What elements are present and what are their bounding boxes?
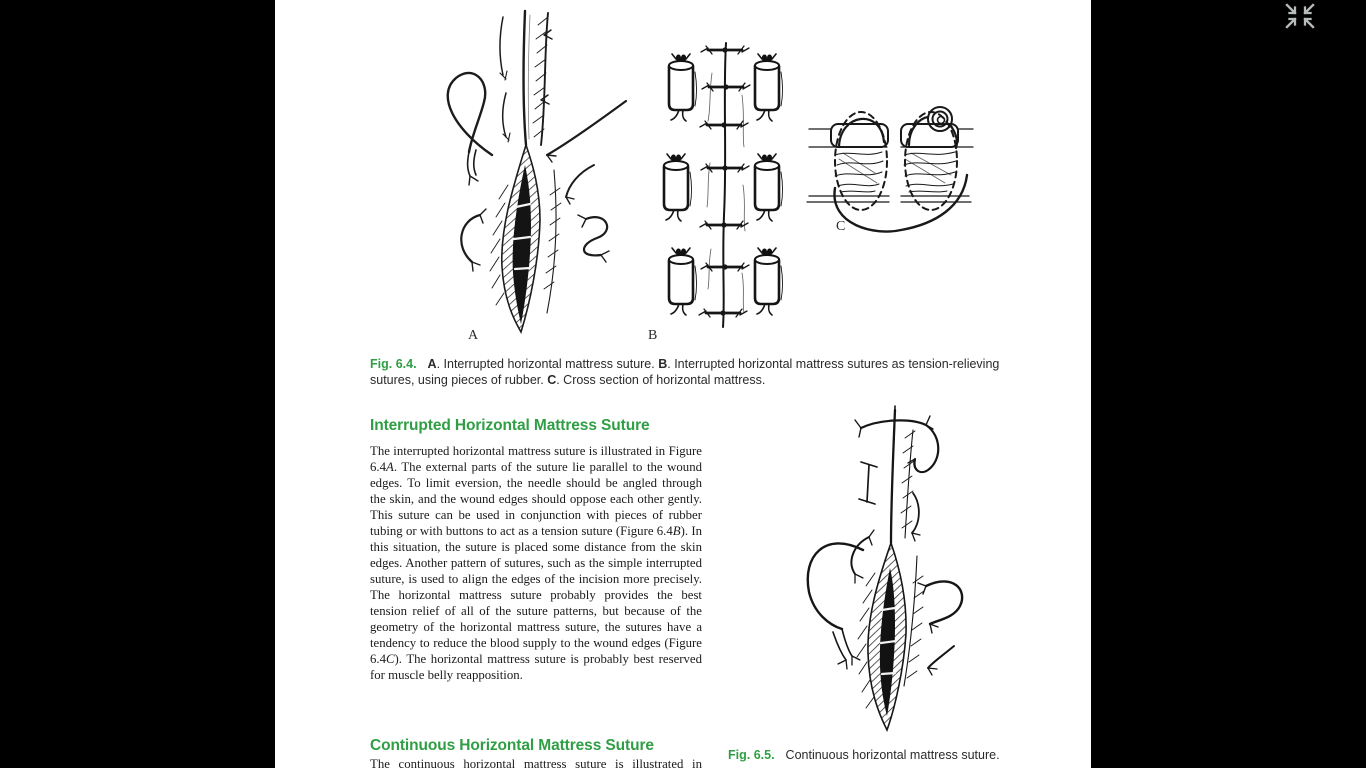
figure-6-5-caption-label: Fig. 6.5.	[728, 748, 775, 762]
figure-6-5-illustration	[785, 398, 995, 743]
figure-label-c: C	[836, 219, 846, 234]
document-page	[275, 0, 1091, 768]
compress-arrows-icon	[1283, 3, 1317, 29]
figure-6-4c-illustration	[805, 95, 975, 235]
figure-6-5-caption-text: Continuous horizontal mattress suture.	[785, 748, 1000, 762]
letterbox-right	[1091, 0, 1366, 768]
figure-6-4-caption-text: A. Interrupted horizontal mattress suture. B. Interrupted horizontal mattress sutures as tension-relieving sutures, using pieces of rubber. C. Cross section of horizontal mattress.	[370, 357, 1000, 387]
body-paragraph-interrupted: The interrupted horizontal mattress suture is illustrated in Figure 6.4A. The external parts of the suture lie parallel to the wound edges. To limit eversion, the needle should be angled through the skin, and the wound edges should oppose each other gently. This suture can be used in conjunction with pieces of rubber tubing or with buttons to act as a tension suture (Figure 6.4B). In this situation, the suture is placed some distance from the skin edges. Another pattern of sutures, such as the simple interrupted suture, is used to align the edges of the incision more precisely. The horizontal mattress suture probably provides the best tension relief of all of the suture patterns, but because of the geometry of the horizontal mattress suture, the sutures have a tendency to reduce the blood supply to the wound edges (Figure 6.4C). The horizontal mattress suture is probably best reserved for muscle belly reapposition.	[370, 444, 702, 682]
figure-6-4-caption-label: Fig. 6.4.	[370, 357, 417, 371]
section-heading-interrupted: Interrupted Horizontal Mattress Suture	[370, 417, 650, 434]
body-paragraph-continuous-clipped: The continuous horizontal mattress suture is illustrated in	[370, 757, 702, 768]
figure-label-a: A	[468, 328, 479, 343]
exit-fullscreen-button[interactable]	[1283, 3, 1317, 29]
figure-label-b: B	[648, 328, 658, 343]
section-heading-continuous: Continuous Horizontal Mattress Suture	[370, 737, 654, 754]
figure-6-4-caption	[370, 356, 1038, 388]
figure-6-4b-illustration	[650, 35, 800, 335]
letterbox-left	[0, 0, 275, 768]
figure-6-4a-illustration	[420, 5, 660, 345]
figure-6-5-caption	[728, 747, 1038, 763]
